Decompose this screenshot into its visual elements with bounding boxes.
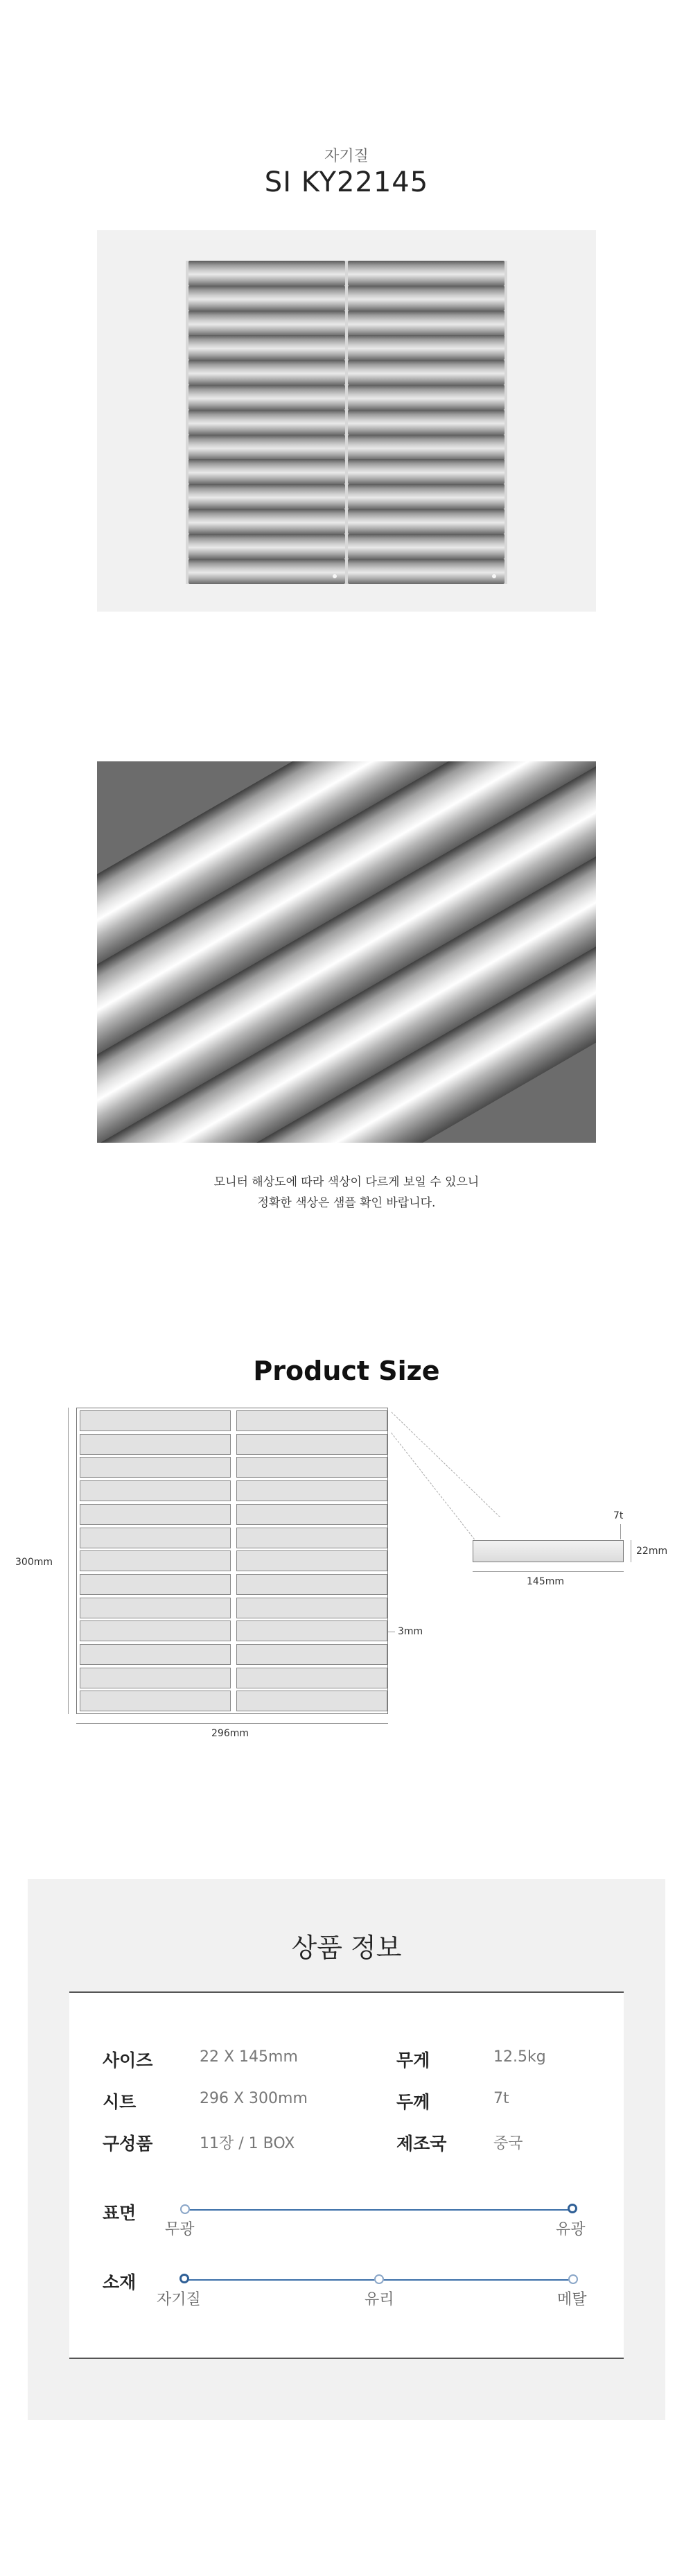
thickness-dimension-line (620, 1524, 621, 1539)
product-code: SI KY22145 (264, 166, 429, 198)
diagram-tile (236, 1668, 387, 1688)
notice-line-1: 모니터 해상도에 따라 색상이 다르게 보일 수 있으니 (213, 1175, 480, 1189)
diagram-tile (80, 1691, 231, 1711)
diagram-tile (236, 1620, 387, 1641)
spec-thickness-label: 두께 (396, 2092, 430, 2112)
spec-size-value: 22 X 145mm (200, 2048, 298, 2066)
tile-sheet-diagram (76, 1408, 388, 1714)
tile-column-left (188, 261, 345, 584)
material-option-glass-dot (374, 2274, 384, 2284)
tile-strip (188, 459, 345, 484)
width-dimension-label: 296mm (211, 1728, 249, 1739)
spec-components-label: 구성품 (103, 2134, 153, 2154)
tile-strip (348, 360, 505, 385)
material-label: 소재 (103, 2272, 137, 2292)
zoom-guide-line (391, 1433, 477, 1542)
tile-strip (348, 385, 505, 410)
diagram-tile (236, 1528, 387, 1548)
tile-strip (348, 484, 505, 509)
diagram-tile (236, 1504, 387, 1525)
tile-strip (348, 335, 505, 360)
tile-strip (188, 534, 345, 559)
tile-sheet-photo (97, 230, 596, 612)
diagram-tile (80, 1410, 231, 1431)
tile-strip (348, 435, 505, 460)
material-option-metal-dot (568, 2274, 578, 2284)
diagram-tile (80, 1574, 231, 1595)
surface-scale-track (186, 2209, 574, 2211)
spec-origin-label: 제조국 (396, 2134, 447, 2154)
surface-option-matte-dot (180, 2204, 190, 2214)
tile-strip (348, 459, 505, 484)
diagram-tile (80, 1644, 231, 1665)
sheet-hole (333, 574, 337, 578)
tile-strip (188, 385, 345, 410)
product-info-card (69, 1991, 624, 2359)
spec-sheet-label: 시트 (103, 2092, 137, 2112)
diagram-tile (80, 1550, 231, 1571)
tile-strip (348, 261, 505, 286)
diagram-tile (80, 1434, 231, 1455)
tile-closeup-photo (97, 761, 596, 1143)
diagram-tile (236, 1574, 387, 1595)
material-option-porcelain-dot (179, 2274, 189, 2283)
diagram-tile (236, 1691, 387, 1711)
diagram-tile (236, 1644, 387, 1665)
tile-strip (188, 286, 345, 311)
tile-height-label: 22mm (636, 1546, 668, 1557)
height-dimension-label: 300mm (15, 1557, 53, 1568)
diagram-tile (236, 1598, 387, 1618)
tile-strip (188, 410, 345, 435)
surface-option-glossy-dot (568, 2204, 577, 2213)
diagram-tile (80, 1504, 231, 1525)
diagram-tile (80, 1668, 231, 1688)
spec-origin-value: 중국 (493, 2135, 523, 2152)
tile-sheet (186, 261, 507, 584)
tile-strip (348, 410, 505, 435)
tile-strip (188, 360, 345, 385)
diagram-tile (236, 1550, 387, 1571)
width-dimension-line (76, 1723, 388, 1724)
product-category: 자기질 (324, 148, 369, 165)
tile-strip (348, 534, 505, 559)
height-dimension-line (68, 1408, 69, 1714)
product-size-title: Product Size (253, 1356, 440, 1386)
gap-dimension-label: 3mm (398, 1626, 423, 1637)
spec-thickness-value: 7t (493, 2090, 509, 2107)
material-option-porcelain-label: 자기질 (157, 2291, 201, 2308)
spec-sheet-value: 296 X 300mm (200, 2090, 308, 2107)
diagram-tile (236, 1434, 387, 1455)
tile-width-label: 145mm (527, 1576, 564, 1587)
tile-width-dimension-line (473, 1571, 624, 1572)
spec-weight-value: 12.5kg (493, 2048, 546, 2066)
tile-strip (188, 261, 345, 286)
color-notice (0, 1172, 693, 1213)
spec-components-value: 11장 / 1 BOX (200, 2135, 295, 2152)
tile-strip (188, 435, 345, 460)
tile-column-right (348, 261, 505, 584)
spec-size-label: 사이즈 (103, 2050, 153, 2071)
tile-strip (188, 335, 345, 360)
tile-thickness-label: 7t (613, 1510, 624, 1521)
diagram-tile (80, 1528, 231, 1548)
tile-strip (188, 311, 345, 336)
diagram-tile (80, 1598, 231, 1618)
tile-strip (348, 509, 505, 534)
tile-strip (348, 559, 505, 584)
sheet-hole (492, 574, 496, 578)
diagram-tile (236, 1410, 387, 1431)
notice-line-2: 정확한 색상은 샘플 확인 바랍니다. (257, 1196, 436, 1210)
product-info-title: 상품 정보 (291, 1933, 402, 1963)
surface-option-glossy-label: 유광 (556, 2221, 586, 2238)
single-tile-profile (473, 1540, 624, 1562)
material-option-metal-label: 메탈 (557, 2291, 587, 2308)
surface-option-matte-label: 무광 (165, 2221, 195, 2238)
surface-label: 표면 (103, 2203, 137, 2223)
tile-strip (188, 509, 345, 534)
diagram-tile (80, 1620, 231, 1641)
tile-strip (188, 484, 345, 509)
diagram-tile (236, 1457, 387, 1478)
material-option-glass-label: 유리 (365, 2291, 394, 2308)
diagram-tile (80, 1480, 231, 1501)
tile-strip (348, 311, 505, 336)
tile-strip (348, 286, 505, 311)
spec-weight-label: 무게 (396, 2050, 430, 2071)
tile-strip (188, 559, 345, 584)
diagram-tile (236, 1480, 387, 1501)
diagram-tile (80, 1457, 231, 1478)
